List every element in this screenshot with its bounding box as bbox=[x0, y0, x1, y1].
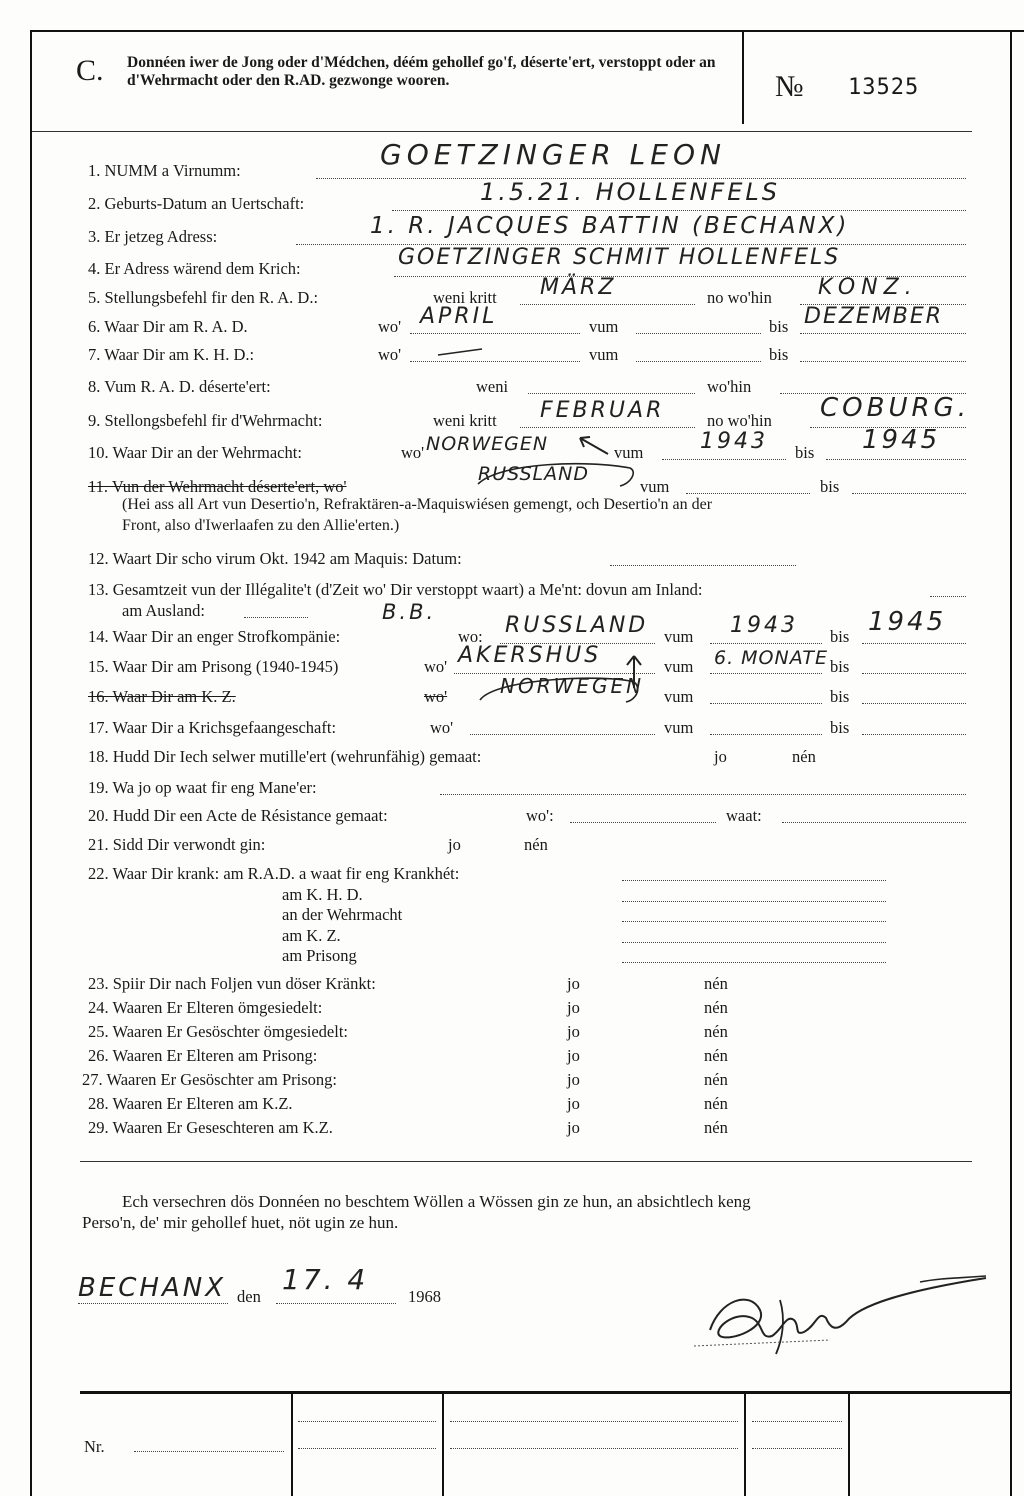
item-8-label: 8. Vum R. A. D. déserte'ert: bbox=[88, 377, 271, 396]
item-10-bis-value: 1945 bbox=[862, 425, 941, 455]
item-22-sub-kz: am K. Z. bbox=[282, 926, 341, 945]
item-7-vum-label: vum bbox=[589, 345, 619, 364]
item-6-bis-label: bis bbox=[769, 317, 789, 336]
item-7-label: 7. Waar Dir am K. H. D.: bbox=[88, 345, 255, 364]
item-11-note-2: Front, also d'Iwerlaafen zu den Allie'erten.) bbox=[122, 517, 400, 534]
item-8-weni-label: weni bbox=[476, 377, 509, 396]
item-16-bis-label: bis bbox=[830, 687, 850, 706]
item-11-note-1: (Hei ass all Art vun Desertio'n, Refraktären-a-Maquiswiésen gemengt, och Desertio'n an der bbox=[122, 496, 713, 513]
item-14-note: B.B. bbox=[382, 600, 437, 624]
item-22-wehrmacht-field[interactable] bbox=[622, 921, 886, 922]
item-10-bis-label: bis bbox=[795, 443, 815, 462]
signoff-year: 1968 bbox=[408, 1287, 441, 1306]
question-23-jo[interactable]: jo bbox=[567, 974, 580, 993]
item-15-bis-field[interactable] bbox=[862, 673, 966, 674]
footer-cell-2-line-1[interactable] bbox=[450, 1421, 738, 1422]
item-10-bis-field[interactable] bbox=[826, 459, 966, 460]
signoff-place: BECHANX bbox=[78, 1273, 227, 1303]
item-9-label: 9. Stellongsbefehl fir d'Wehrmacht: bbox=[88, 411, 323, 430]
item-9-weni-value: FEBRUAR bbox=[540, 398, 665, 423]
question-27-jo[interactable]: jo bbox=[567, 1070, 580, 1089]
item-20-wo-field[interactable] bbox=[570, 822, 716, 823]
item-6-wo-field[interactable] bbox=[410, 333, 580, 334]
item-2-value: 1.5.21. HOLLENFELS bbox=[480, 178, 780, 206]
item-16-wo-label: wo' bbox=[424, 687, 448, 706]
question-24-nen[interactable]: nén bbox=[704, 998, 728, 1017]
question-23-label: 23. Spiir Dir nach Foljen vun döser Kränkt: bbox=[88, 974, 376, 993]
item-14-bis-label: bis bbox=[830, 627, 850, 646]
question-28-nen[interactable]: nén bbox=[704, 1094, 728, 1113]
question-25-label: 25. Waaren Er Gesöschter ömgesiedelt: bbox=[88, 1022, 348, 1041]
item-6-wo-value: APRIL bbox=[420, 304, 498, 329]
footer-top-rule bbox=[80, 1391, 1010, 1394]
item-9-wohin-value: COBURG. bbox=[820, 393, 970, 423]
item-10-vum-label: vum bbox=[614, 443, 644, 462]
item-5-weni-field[interactable] bbox=[520, 304, 695, 305]
item-1-value: GOETZINGER LEON bbox=[380, 138, 726, 171]
item-4-label: 4. Er Adress wärend dem Krich: bbox=[88, 259, 301, 278]
question-25-jo[interactable]: jo bbox=[567, 1022, 580, 1041]
item-22-kz-field[interactable] bbox=[622, 942, 886, 943]
item-16-wo-value: NORWEGEN bbox=[500, 674, 645, 698]
header-rule bbox=[32, 131, 972, 132]
item-12-date-field[interactable] bbox=[610, 565, 796, 566]
item-14-wo-value: RUSSLAND bbox=[505, 613, 649, 638]
item-17-bis-label: bis bbox=[830, 718, 850, 737]
frame-right-border bbox=[1010, 30, 1012, 1496]
item-11-label: 11. Vun der Wehrmacht déserte'ert, wo' bbox=[88, 477, 347, 496]
item-17-wo-field[interactable] bbox=[470, 734, 655, 735]
frame-left-border bbox=[30, 30, 32, 1496]
item-21-nen[interactable]: nén bbox=[524, 835, 548, 854]
item-15-label: 15. Waar Dir am Prisong (1940-1945) bbox=[88, 657, 339, 676]
item-7-vum-field[interactable] bbox=[636, 361, 761, 362]
item-7-wo-field[interactable] bbox=[410, 361, 580, 362]
item-16-circle-mark bbox=[466, 672, 646, 706]
footer-nr-label: Nr. bbox=[84, 1437, 105, 1456]
declaration-line-1: Ech versechren dös Donnéen no beschtem Wöllen a Wössen gin ze hun, an absichtlech keng bbox=[122, 1192, 751, 1211]
question-28-jo[interactable]: jo bbox=[567, 1094, 580, 1113]
question-23-nen[interactable]: nén bbox=[704, 974, 728, 993]
question-26-nen[interactable]: nén bbox=[704, 1046, 728, 1065]
item-15-vum-field[interactable] bbox=[710, 673, 822, 674]
item-18-jo[interactable]: jo bbox=[714, 747, 727, 766]
item-22-sub-prisong: am Prisong bbox=[282, 946, 357, 965]
footer-cell-2-line-2[interactable] bbox=[450, 1448, 738, 1449]
item-11-circle-mark bbox=[470, 458, 640, 490]
item-10-wo-value: NORWEGEN bbox=[426, 433, 549, 455]
footer-divider-4 bbox=[848, 1393, 850, 1496]
question-24-jo[interactable]: jo bbox=[567, 998, 580, 1017]
item-21-label: 21. Sidd Dir verwondt gin: bbox=[88, 835, 266, 854]
item-14-vum-value: 1943 bbox=[730, 613, 798, 638]
item-16-label: 16. Waar Dir am K. Z. bbox=[88, 687, 236, 706]
footer-cell-1-line-2[interactable] bbox=[298, 1448, 436, 1449]
item-22-sub-khd: am K. H. D. bbox=[282, 885, 363, 904]
item-15-vum-label: vum bbox=[664, 657, 694, 676]
item-12-label: 12. Waart Dir scho virum Okt. 1942 am Maquis: Datum: bbox=[88, 549, 462, 568]
footer-divider-2 bbox=[442, 1393, 444, 1496]
item-21-jo[interactable]: jo bbox=[448, 835, 461, 854]
item-11-vum-label: vum bbox=[640, 477, 670, 496]
item-6-vum-label: vum bbox=[589, 317, 619, 336]
section-letter: C. bbox=[76, 54, 104, 87]
item-14-wo-label: wo: bbox=[458, 627, 483, 646]
item-17-vum-field[interactable] bbox=[710, 734, 822, 735]
item-18-label: 18. Hudd Dir Iech selwer mutille'ert (wehrunfähig) gemaat: bbox=[88, 747, 482, 766]
item-6-label: 6. Waar Dir am R. A. D. bbox=[88, 317, 248, 336]
item-9-weni-field[interactable] bbox=[520, 427, 695, 428]
item-13-inland-field[interactable] bbox=[930, 596, 966, 597]
item-11-bis-field[interactable] bbox=[852, 493, 966, 494]
item-20-waat-label: waat: bbox=[726, 806, 762, 825]
item-7-bis-label: bis bbox=[769, 345, 789, 364]
item-9-weni-label: weni kritt bbox=[433, 411, 497, 430]
footer-nr-field[interactable] bbox=[134, 1451, 284, 1452]
item-3-label: 3. Er jetzeg Adress: bbox=[88, 227, 218, 246]
item-22-rad-field[interactable] bbox=[622, 880, 886, 881]
footer-divider-3 bbox=[744, 1393, 746, 1496]
question-29-label: 29. Waaren Er Geseschteren am K.Z. bbox=[88, 1118, 333, 1137]
item-6-wo-label: wo' bbox=[378, 317, 402, 336]
form-number: 13525 bbox=[848, 75, 920, 100]
question-25-nen[interactable]: nén bbox=[704, 1022, 728, 1041]
footer-divider-1 bbox=[291, 1393, 293, 1496]
question-24-label: 24. Waaren Er Elteren ömgesiedelt: bbox=[88, 998, 323, 1017]
item-10-arrow-mark bbox=[572, 432, 612, 458]
item-22-sub-wehrmacht: an der Wehrmacht bbox=[282, 905, 403, 924]
item-13-ausland-field[interactable] bbox=[244, 617, 308, 618]
item-5-weni-value: MÄRZ bbox=[540, 275, 617, 300]
item-8-wohin-label: wo'hin bbox=[707, 377, 752, 396]
item-15-vum-value: 6. MONATE bbox=[714, 647, 828, 669]
item-6-bis-field[interactable] bbox=[800, 333, 966, 334]
item-14-label: 14. Waar Dir an enger Strofkompänie: bbox=[88, 627, 341, 646]
item-6-bis-value: DEZEMBER bbox=[804, 304, 944, 329]
question-27-nen[interactable]: nén bbox=[704, 1070, 728, 1089]
item-15-wo-label: wo' bbox=[424, 657, 448, 676]
item-4-value: GOETZINGER SCHMIT HOLLENFELS bbox=[398, 245, 841, 270]
item-13-label-2: am Ausland: bbox=[122, 601, 205, 620]
item-14-bis-field[interactable] bbox=[862, 643, 966, 644]
item-5-label: 5. Stellungsbefehl fir den R. A. D.: bbox=[88, 288, 319, 307]
item-22-khd-field[interactable] bbox=[622, 901, 886, 902]
item-22-prisong-field[interactable] bbox=[622, 962, 886, 963]
signoff-date-field[interactable] bbox=[276, 1303, 396, 1304]
item-9-wohin-label: no wo'hin bbox=[707, 411, 772, 430]
item-14-bis-value: 1945 bbox=[868, 607, 947, 637]
item-19-field[interactable] bbox=[440, 794, 966, 795]
item-17-label: 17. Waar Dir a Krichsgefaangeschaft: bbox=[88, 718, 337, 737]
item-5-wohin-label: no wo'hin bbox=[707, 288, 772, 307]
signature bbox=[690, 1270, 990, 1360]
number-symbol: № bbox=[775, 70, 804, 103]
item-13-label: 13. Gesamtzeit vun der Illégalite't (d'Zeit wo' Dir verstoppt waart) a Me'nt: dovun am Inland: bbox=[88, 580, 703, 599]
question-26-jo[interactable]: jo bbox=[567, 1046, 580, 1065]
declaration-line-2: Perso'n, de' mir gehollef huet, nöt ugin ze hun. bbox=[82, 1213, 399, 1232]
question-29-jo[interactable]: jo bbox=[567, 1118, 580, 1137]
item-2-field[interactable] bbox=[392, 210, 966, 211]
signoff-den: den bbox=[237, 1287, 261, 1306]
item-16-bis-field[interactable] bbox=[862, 703, 966, 704]
item-18-nen[interactable]: nén bbox=[792, 747, 816, 766]
declaration-rule bbox=[80, 1161, 972, 1162]
header-title: Donnéen iwer de Jong oder d'Médchen, déém gehollef go'f, déserte'ert, verstoppt oder an d'Wehrmacht oder den R.AD. gezwonge wooren. bbox=[127, 54, 716, 89]
signoff-date: 17. 4 bbox=[282, 1263, 369, 1296]
item-17-vum-label: vum bbox=[664, 718, 694, 737]
item-10-vum-field[interactable] bbox=[662, 459, 786, 460]
frame-top-border bbox=[30, 30, 1024, 32]
footer-cell-3-line-2[interactable] bbox=[752, 1448, 842, 1449]
item-1-label: 1. NUMM a Virnumm: bbox=[88, 161, 241, 180]
item-3-value: 1. R. JACQUES BATTIN (BECHANX) bbox=[370, 213, 850, 239]
item-17-bis-field[interactable] bbox=[862, 734, 966, 735]
item-11-wo-value: RUSSLAND bbox=[478, 463, 589, 485]
item-11-vum-field[interactable] bbox=[686, 493, 810, 494]
item-5-wohin-value: KONZ. bbox=[818, 275, 918, 300]
item-7-bis-field[interactable] bbox=[800, 361, 966, 362]
footer-cell-1-line-1[interactable] bbox=[298, 1421, 436, 1422]
item-10-vum-value: 1943 bbox=[700, 429, 768, 454]
item-2-label: 2. Geburts-Datum an Uertschaft: bbox=[88, 194, 305, 213]
item-16-vum-label: vum bbox=[664, 687, 694, 706]
item-20-label: 20. Hudd Dir een Acte de Résistance gemaat: bbox=[88, 806, 388, 825]
item-14-vum-label: vum bbox=[664, 627, 694, 646]
item-8-weni-field[interactable] bbox=[528, 393, 695, 394]
item-20-wo-label: wo': bbox=[526, 806, 554, 825]
item-20-waat-field[interactable] bbox=[782, 822, 966, 823]
item-7-wo-label: wo' bbox=[378, 345, 402, 364]
question-29-nen[interactable]: nén bbox=[704, 1118, 728, 1137]
item-16-vum-field[interactable] bbox=[710, 703, 822, 704]
item-14-vum-field[interactable] bbox=[710, 643, 822, 644]
item-15-wo-value: AKERSHUS bbox=[458, 643, 602, 668]
item-15-bis-label: bis bbox=[830, 657, 850, 676]
item-5-weni-label: weni kritt bbox=[433, 288, 497, 307]
item-6-vum-field[interactable] bbox=[636, 333, 761, 334]
item-11-bis-label: bis bbox=[820, 477, 840, 496]
footer-cell-3-line-1[interactable] bbox=[752, 1421, 842, 1422]
item-17-wo-label: wo' bbox=[430, 718, 454, 737]
item-7-dash-mark bbox=[436, 346, 486, 358]
signoff-place-field[interactable] bbox=[78, 1303, 228, 1304]
header-separator bbox=[742, 32, 744, 124]
question-28-label: 28. Waaren Er Elteren am K.Z. bbox=[88, 1094, 293, 1113]
question-26-label: 26. Waaren Er Elteren am Prisong: bbox=[88, 1046, 318, 1065]
item-19-label: 19. Wa jo op waat fir eng Mane'er: bbox=[88, 778, 317, 797]
question-27-label: 27. Waaren Er Gesöschter am Prisong: bbox=[82, 1070, 337, 1089]
item-22-label: 22. Waar Dir krank: am R.A.D. a waat fir eng Krankhét: bbox=[88, 864, 460, 883]
item-10-label: 10. Waar Dir an der Wehrmacht: bbox=[88, 443, 302, 462]
item-10-wo-label: wo' bbox=[401, 443, 425, 462]
